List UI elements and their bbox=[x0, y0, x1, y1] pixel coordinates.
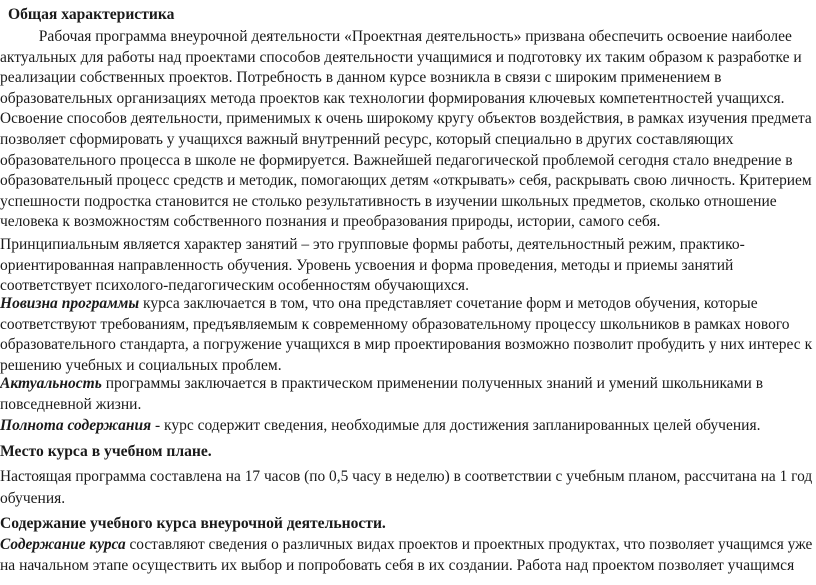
paragraph-intro bbox=[0, 27, 816, 233]
text-line: ориентированная направленность обучения. Уровень усвоения и форма проведения, методы и приемы занятий bbox=[0, 256, 734, 274]
text-line: образовательный процесс средств и методик, помогающих детям «открывать» себя, раскрывать свою личность. Критерием bbox=[0, 172, 812, 190]
text-line: на начальном этапе осуществить их выбор и попробовать себя в их создании. Работа над проектом позволяет учащимся bbox=[0, 556, 795, 574]
text-line: Освоение способов деятельности, применимых к очень широкому кругу объектов воздействия, в рамках изучения предмета bbox=[0, 110, 812, 128]
text-line: реализации собственных проектов. Потребность в данном курсе возникла в связи с широким применением в bbox=[0, 69, 722, 87]
text-line: образовательного стандарта, а погружение учащихся в мир проектирования возможно позволит пробудить у них интерес к bbox=[0, 336, 813, 354]
term-novelty: Новизна программы bbox=[0, 295, 140, 312]
term-completeness: Полнота содержания bbox=[0, 417, 152, 434]
text-line bbox=[0, 416, 812, 437]
paragraph-content bbox=[0, 535, 816, 576]
text-line: образовательного процесса в школе не формируется. Важнейшей педагогической проблемой сегодня стало внедрение в bbox=[0, 151, 793, 169]
text-line: соответствуют требованиям, предъявляемым к современному образовательному процессу школьников в рамках нового bbox=[0, 315, 790, 333]
text-line: обучения. bbox=[0, 490, 66, 507]
paragraph-principles bbox=[0, 235, 816, 297]
paragraph-completeness bbox=[0, 416, 816, 437]
heading-course-content: Содержание учебного курса внеурочной деятельности. bbox=[0, 515, 386, 532]
text-line: позволяет сформировать у учащихся важный внутренний ресурс, который специально в других составляющих bbox=[0, 130, 734, 148]
paragraph-hours bbox=[0, 466, 816, 510]
text-line: человека к возможностям собственного познания и преобразования природы, истории, самого себя. bbox=[0, 213, 661, 231]
paragraph-novelty bbox=[0, 294, 816, 376]
heading-course-place: Место курса в учебном плане. bbox=[0, 443, 212, 460]
text-fragment: составляют сведения о различных видах проектов и проектных продуктах, что позволяет учащимся уже bbox=[125, 536, 813, 553]
text-line: повседневной жизни. bbox=[0, 395, 142, 413]
text-line: образовательных организациях метода проектов как технологии формирования ключевых компетентностей учащихся. bbox=[0, 89, 785, 107]
text-line: Рабочая программа внеурочной деятельности «Проектная деятельность» призвана обеспечить освоение наиболее bbox=[38, 28, 792, 45]
term-content: Содержание курса bbox=[0, 536, 126, 553]
text-line: Настоящая программа составлена на 17 часов (по 0,5 часу в неделю) в соответствии с учебным планом, рассчитана на 1 год bbox=[0, 468, 813, 485]
text-line: актуальных для работы над проектами способов деятельности учащимися и подготовку их таким образом к разработке и bbox=[0, 48, 802, 66]
text-line bbox=[0, 374, 812, 395]
heading-general: Общая характеристика bbox=[8, 6, 175, 23]
text-line: успешности подростка становится не столько результативность в изучении школьных предметов, сколько отношение bbox=[0, 192, 777, 210]
term-relevance: Актуальность bbox=[0, 375, 102, 392]
text-line: Принципиальным является характер занятий – это групповые формы работы, деятельностный режим, практико- bbox=[0, 236, 745, 253]
text-fragment: - курс содержит сведения, необходимые для достижения запланированных целей обучения. bbox=[151, 417, 761, 434]
text-fragment: курса заключается в том, что она представляет сочетание форм и методов обучения, которые bbox=[139, 295, 758, 312]
text-line bbox=[0, 294, 812, 315]
text-line: соответствует психолого-педагогическим особенностям обучающихся. bbox=[0, 277, 469, 295]
text-line bbox=[0, 535, 813, 556]
text-fragment: программы заключается в практическом применении полученных знаний и умений школьниками в bbox=[101, 375, 764, 392]
text-line: решению учебных и социальных проблем. bbox=[0, 356, 282, 374]
paragraph-relevance bbox=[0, 374, 816, 415]
